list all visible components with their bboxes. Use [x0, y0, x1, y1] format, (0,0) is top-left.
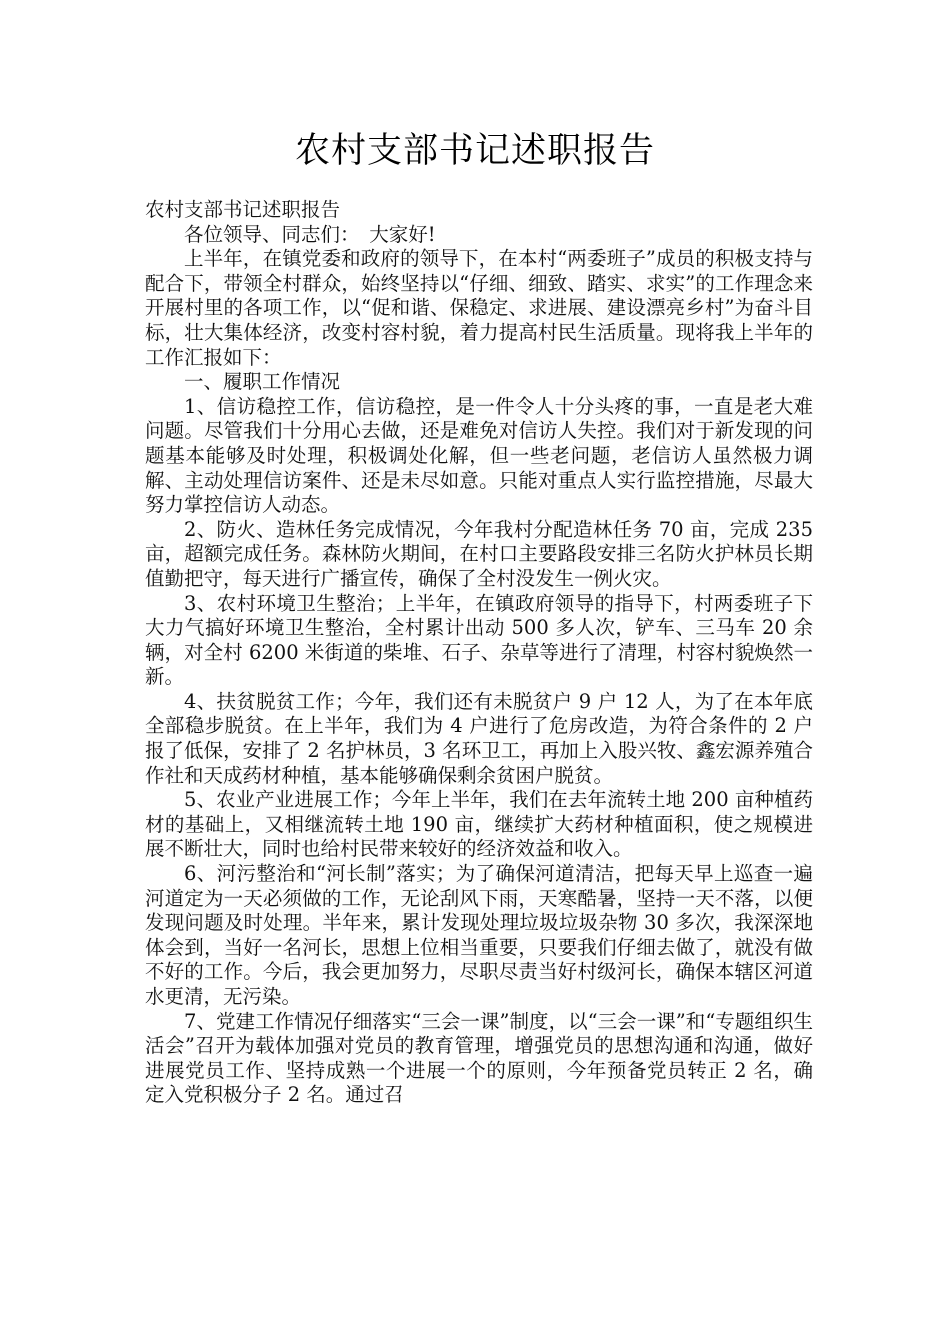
paragraph-greeting: 各位领导、同志们： 大家好!: [184, 222, 436, 246]
paragraph-item-3: 3、农村环境卫生整治；上半年，在镇政府领导的指导下，村两委班子下大力气搞好环境卫生整治，全村累计出动 500 多人次，铲车、三马车 20 余辆，对全村 6200 米街道的柴堆、石子、杂草等进行了清理，村容村貌焕然一新。: [145, 591, 813, 689]
paragraph-item-4: 4、扶贫脱贫工作；今年，我们还有未脱贫户 9 户 12 人，为了在本年底全部稳步脱贫。在上半年，我们为 4 户进行了危房改造，为符合条件的 2 户报了低保，安排了 2 名护林员，3 名环卫工，再加上入股兴牧、鑫宏源养殖合作社和天成药材种植，基本能够确保剩余贫困户脱贫。: [145, 689, 813, 787]
document-body: [145, 198, 813, 1108]
paragraph-intro: 上半年，在镇党委和政府的领导下，在本村“两委班子”成员的积极支持与配合下，带领全村群众，始终坚持以“仔细、细致、踏实、求实”的工作理念来开展村里的各项工作，以“促和谐、保稳定、求进展、建设漂亮乡村”为奋斗目标，壮大集体经济，改变村容村貌，着力提高村民生活质量。现将我上半年的工作汇报如下：: [145, 247, 813, 369]
paragraph-item-7: 7、党建工作情况仔细落实“三会一课”制度，以“三会一课”和“专题组织生活会”召开为载体加强对党员的教育管理，增强党员的思想沟通和沟通，做好进展党员工作、坚持成熟一个进展一个的原则，今年预备党员转正 2 名，确定入党积极分子 2 名。通过召: [145, 1009, 813, 1107]
section-heading: 一、履职工作情况: [184, 370, 341, 394]
paragraph-item-1: 1、信访稳控工作，信访稳控，是一件令人十分头疼的事，一直是老大难问题。尽管我们十分用心去做，还是难免对信访人失控。我们对于新发现的问题基本能够及时处理，积极调处化解，但一些老问题，老信访人虽然极力调解、主动处理信访案件、还是未尽如意。只能对重点人实行监控措施，尽最大努力掌控信访人动态。: [145, 394, 813, 517]
paragraph-item-2: 2、防火、造林任务完成情况，今年我村分配造林任务 70 亩，完成 235 亩，超额完成任务。森林防火期间，在村口主要路段安排三名防火护林员长期值勤把守，每天进行广播宣传，确保了全村没发生一例火灾。: [145, 517, 813, 590]
paragraph-item-5: 5、农业产业进展工作；今年上半年，我们在去年流转土地 200 亩种植药材的基础上，又相继流转土地 190 亩，继续扩大药材种植面积，使之规模进展不断壮大，同时也给村民带来较好的经济效益和收入。: [145, 788, 813, 861]
paragraph-item-6: 6、河污整治和“河长制”落实；为了确保河道清洁，把每天早上巡查一遍河道定为一天必须做的工作，无论刮风下雨，天寒酷暑，坚持一天不落，以便发现问题及时处理。半年来，累计发现处理垃圾垃圾杂物 30 多次，我深深地体会到，当好一名河长，思想上位相当重要，只要我们仔细去做了，就没有做不好的工作。今后，我会更加努力，尽职尽责当好村级河长，确保本辖区河道水更清，无污染。: [145, 862, 813, 1008]
document-title: 农村支部书记述职报告: [294, 131, 655, 171]
paragraph-subtitle: 农村支部书记述职报告: [145, 198, 341, 221]
